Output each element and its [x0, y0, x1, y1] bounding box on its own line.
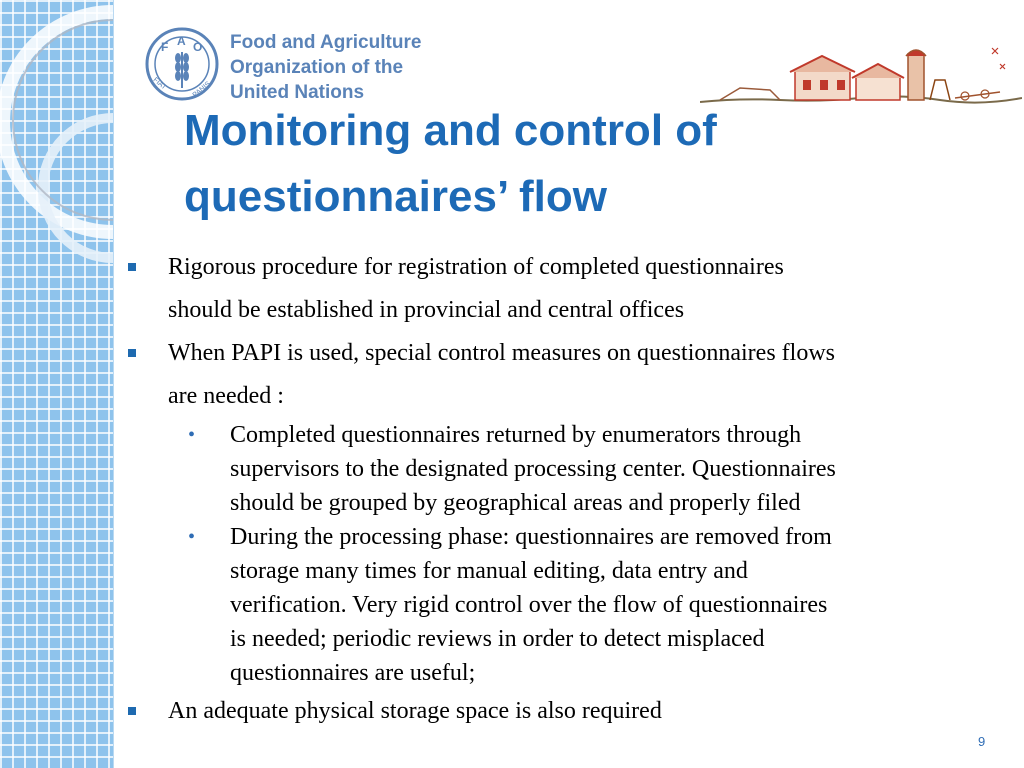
fao-emblem-icon: [144, 26, 220, 102]
page-number: 9: [978, 734, 986, 749]
title-line-2: questionnaires’ flow: [184, 172, 607, 221]
sub-bullet-item-2: [188, 520, 986, 690]
org-name-line-1: Food and Agriculture: [230, 32, 422, 53]
slide-title: [184, 98, 884, 230]
decorative-arcs: [0, 0, 113, 768]
bullet-2-line-2: are needed :: [168, 383, 284, 409]
sub-bullet-2-line-4: is needed; periodic reviews in order to detect misplaced: [230, 626, 765, 652]
side-grid-decoration: [0, 0, 114, 768]
org-name-line-3: United Nations: [230, 82, 365, 103]
sub-bullet-2-line-3: verification. Very rigid control over the flow of questionnaires: [230, 592, 828, 618]
sub-bullet-item-1: [188, 418, 986, 520]
sub-bullet-2-line-1: During the processing phase: questionnaires are removed from: [230, 524, 832, 550]
emblem-motto-left: FIAT: [151, 76, 168, 92]
bullet-2-line-1: When PAPI is used, special control measures on questionnaires flows: [168, 340, 835, 366]
sub-bullet-1-line-1: Completed questionnaires returned by enumerators through: [230, 422, 802, 448]
emblem-letter-f: F: [161, 40, 169, 54]
bullet-item-1: [126, 246, 986, 332]
square-bullet-icon: [128, 349, 136, 357]
bullet-3-line-1: An adequate physical storage space is also required: [168, 698, 662, 724]
square-bullet-icon: [128, 707, 136, 715]
organization-name: [230, 30, 421, 105]
sub-bullet-2-line-2: storage many times for manual editing, data entry and: [230, 558, 748, 584]
emblem-letter-a: A: [177, 34, 186, 48]
sub-bullet-1-line-2: supervisors to the designated processing center. Questionnaires: [230, 456, 836, 482]
round-bullet-icon: •: [188, 526, 196, 548]
bullet-item-2: [126, 332, 986, 418]
square-bullet-icon: [128, 263, 136, 271]
sub-bullet-list: [126, 418, 986, 690]
bullet-1-line-2: should be established in provincial and central offices: [168, 297, 685, 323]
emblem-motto-right: PANIS: [191, 80, 212, 100]
bullet-1-line-1: Rigorous procedure for registration of completed questionnaires: [168, 254, 784, 280]
sub-bullet-1-line-3: should be grouped by geographical areas and properly filed: [230, 490, 801, 516]
sub-bullet-2-line-5: questionnaires are useful;: [230, 660, 476, 686]
org-name-line-2: Organization of the: [230, 57, 404, 78]
title-line-1: Monitoring and control of: [184, 106, 717, 155]
fao-logo: [144, 26, 424, 104]
round-bullet-icon: •: [188, 424, 196, 446]
slide-content: [126, 246, 986, 733]
bullet-item-3: [126, 690, 986, 733]
emblem-letter-o: O: [193, 40, 203, 54]
